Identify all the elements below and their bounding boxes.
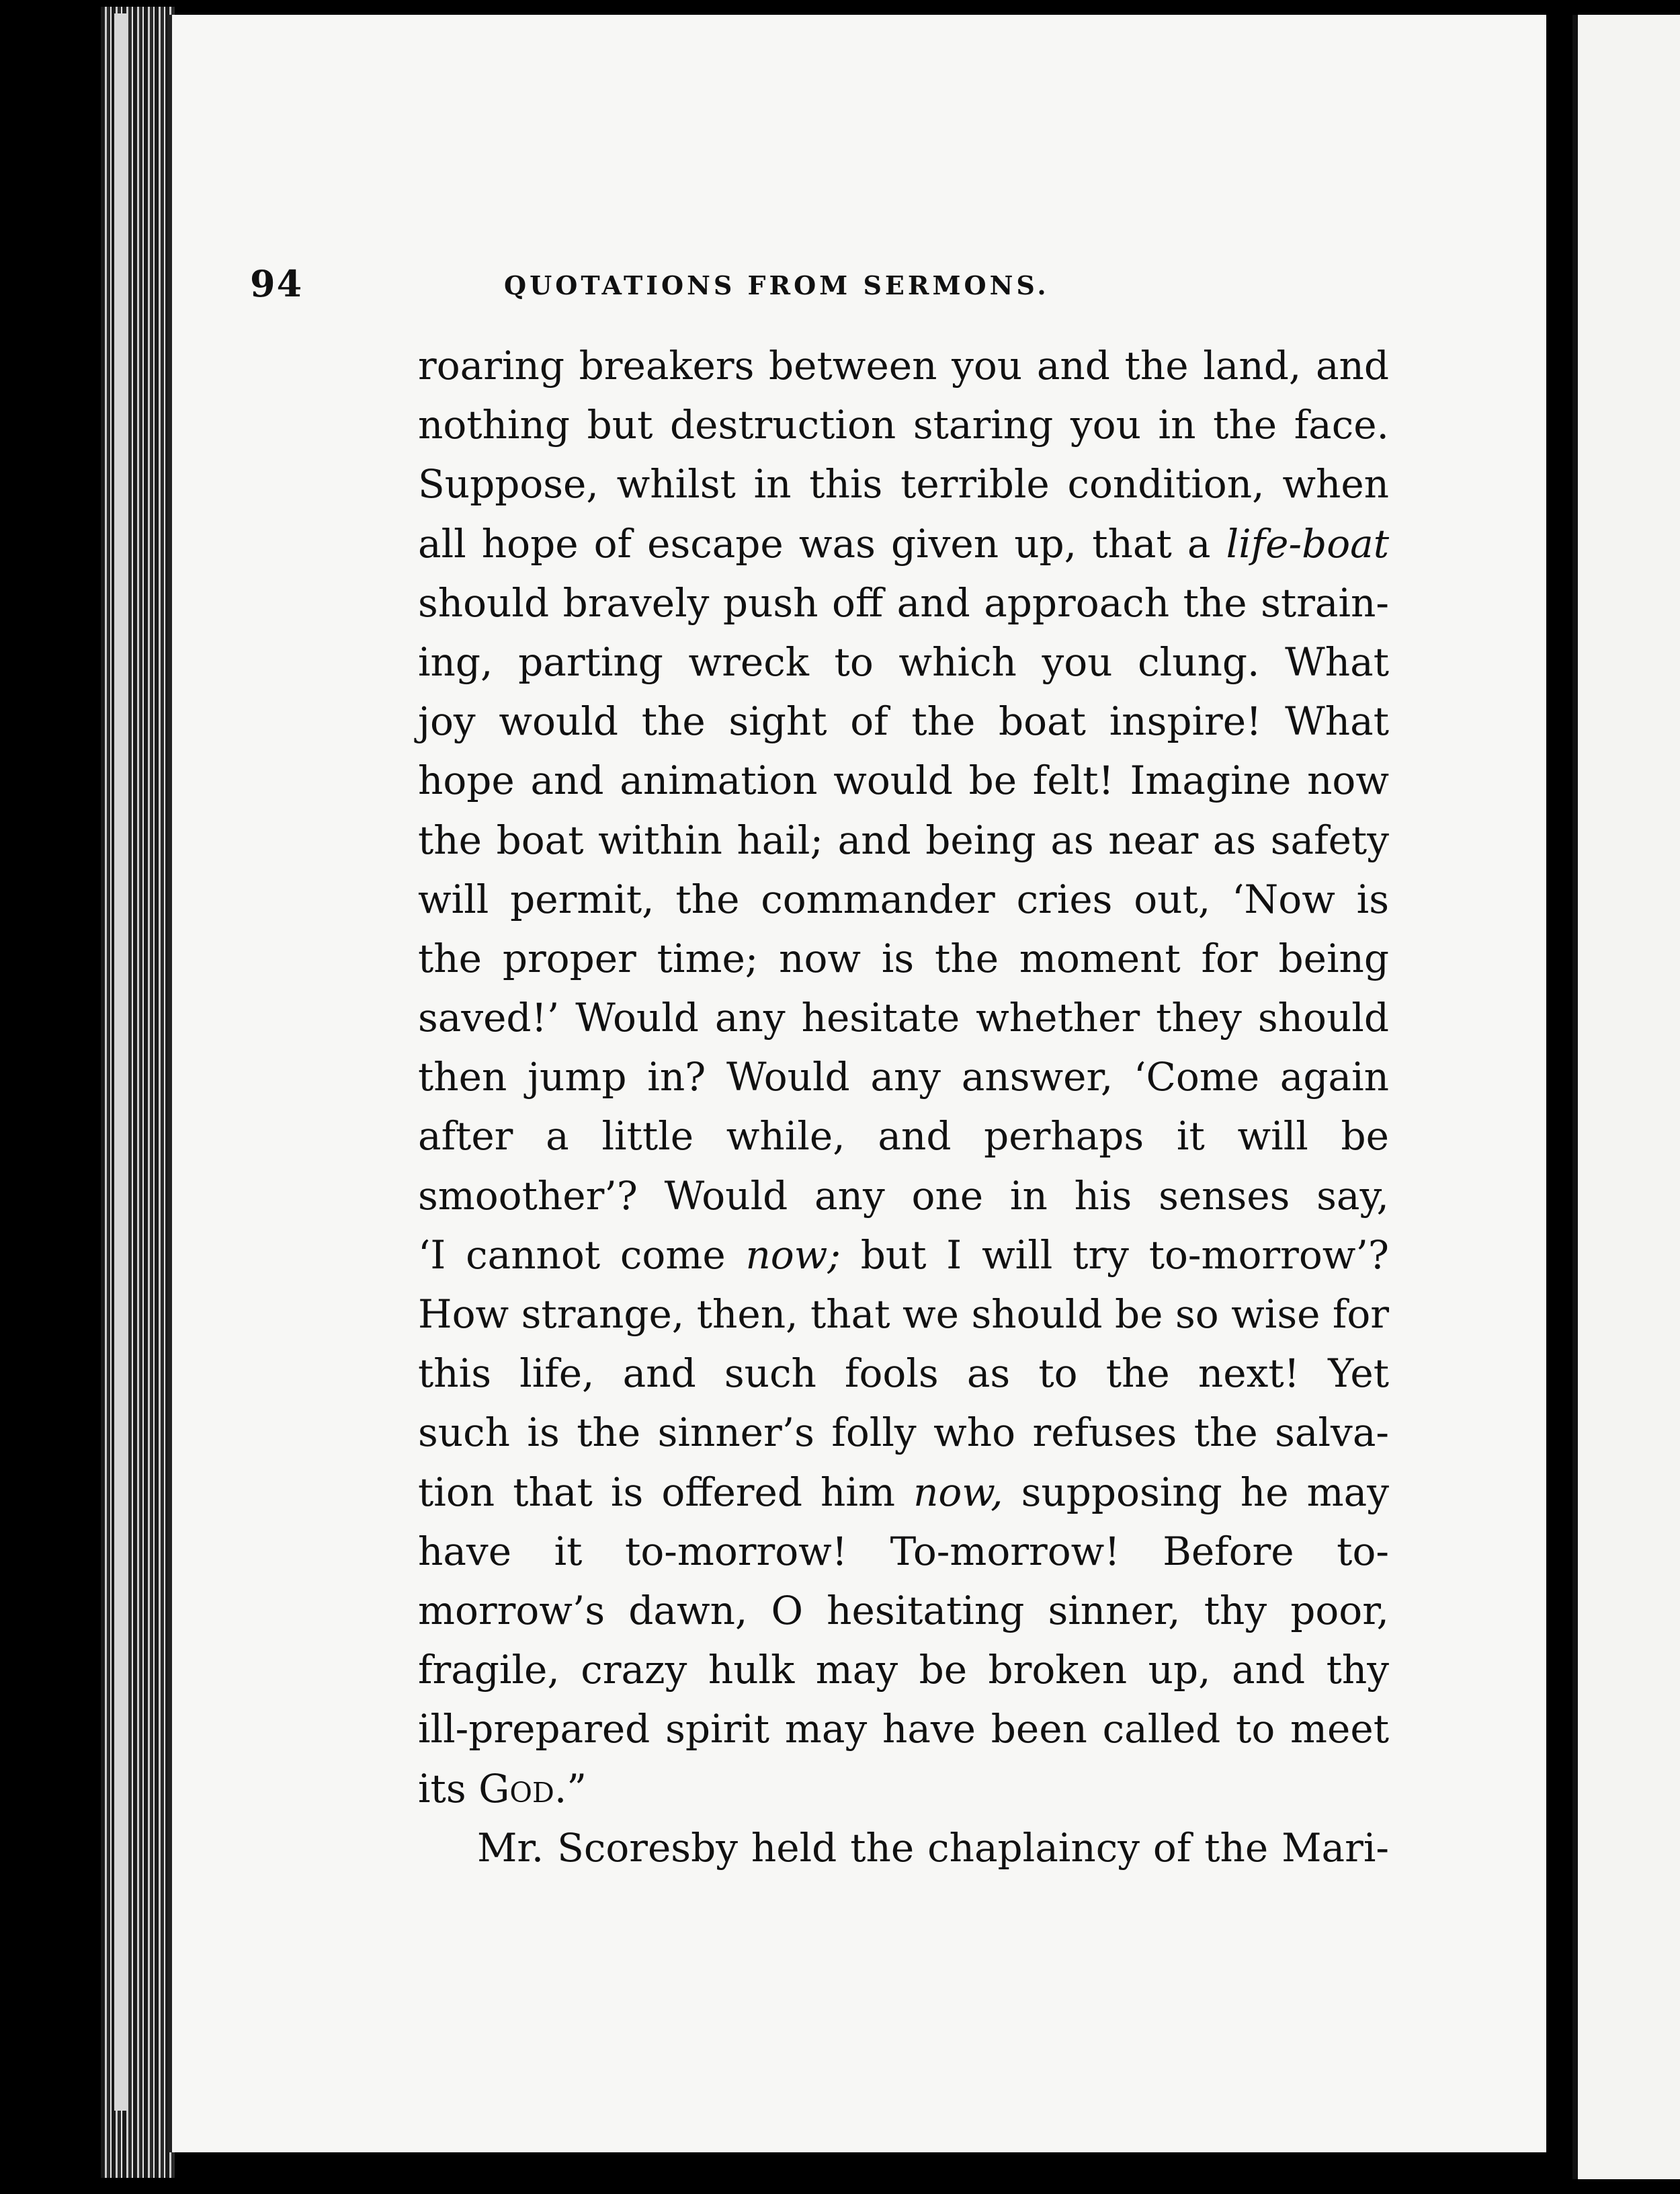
text-line: then jump in? Would any answer, ‘Come again — [418, 1054, 1389, 1100]
text-run: tion that is offered him — [418, 1469, 914, 1515]
text-line: after a little while, and perhaps it will be — [418, 1113, 1389, 1160]
text-line: ill-prepared spirit may have been called to meet — [418, 1706, 1389, 1752]
text-line — [418, 1759, 1389, 1818]
text-line: fragile, crazy hulk may be broken up, and thy — [418, 1647, 1389, 1693]
text-line: will permit, the commander cries out, ‘Now is — [418, 876, 1389, 922]
body-text — [418, 336, 1389, 1877]
text-run: all hope of escape was given up, that a — [418, 520, 1226, 567]
italic-run: now, — [913, 1469, 1003, 1515]
running-head: QUOTATIONS FROM SERMONS. — [504, 270, 1050, 300]
italic-run: now; — [745, 1231, 841, 1278]
page-header — [250, 262, 1392, 316]
text-run: ‘I cannot come — [418, 1231, 746, 1278]
text-line — [418, 1225, 1389, 1285]
text-line: such is the sinner’s folly who refuses the salva- — [418, 1410, 1389, 1456]
facing-page-edge — [1572, 15, 1680, 2179]
book-page-edge-highlight — [114, 13, 128, 2111]
text-line: roaring breakers between you and the land, and — [418, 343, 1389, 389]
text-run: its — [418, 1765, 479, 1812]
text-line: saved!’ Would any hesitate whether they should — [418, 995, 1389, 1041]
text-line: Suppose, whilst in this terrible condition, when — [418, 461, 1389, 507]
text-line: nothing but destruction staring you in the face. — [418, 402, 1389, 448]
text-line: How strange, then, that we should be so wise for — [418, 1291, 1389, 1337]
text-run: .” — [554, 1765, 587, 1812]
text-line: have it to-morrow! To-morrow! Before to- — [418, 1528, 1389, 1574]
text-line: the boat within hail; and being as near as safety — [418, 817, 1389, 863]
paragraph-start-line: Mr. Scoresby held the chaplaincy of the Mari- — [477, 1824, 1389, 1871]
text-line — [418, 514, 1389, 573]
text-line: hope and animation would be felt! Imagine now — [418, 758, 1389, 804]
small-caps-run: God — [478, 1765, 554, 1812]
text-line — [418, 1463, 1389, 1522]
text-line: should bravely push off and approach the strain- — [418, 579, 1389, 626]
text-line: morrow’s dawn, O hesitating sinner, thy poor, — [418, 1587, 1389, 1633]
italic-run: life-boat — [1226, 520, 1389, 567]
text-line: the proper time; now is the moment for being — [418, 935, 1389, 981]
book-page-edges — [101, 7, 175, 2178]
text-run: supposing he may — [1003, 1469, 1389, 1515]
page-number: 94 — [250, 262, 304, 305]
text-run: but I will try to-morrow’? — [840, 1231, 1389, 1278]
text-line: joy would the sight of the boat inspire! What — [418, 698, 1389, 745]
text-line: this life, and such fools as to the next! Yet — [418, 1350, 1389, 1397]
text-line: ing, parting wreck to which you clung. What — [418, 639, 1389, 685]
text-line: smoother’? Would any one in his senses say, — [418, 1172, 1389, 1219]
